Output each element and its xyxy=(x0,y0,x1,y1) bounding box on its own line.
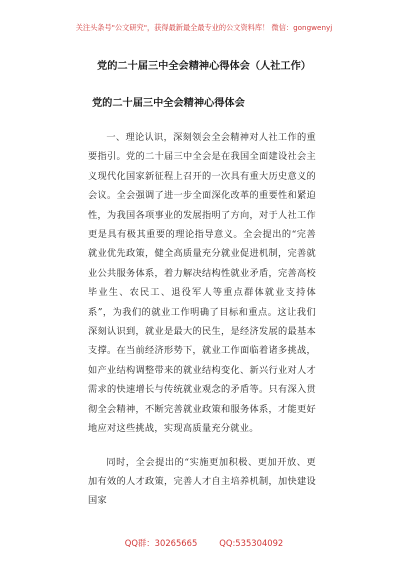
footer-qq: QQ:535304092 xyxy=(219,538,284,548)
top-banner: 关注头条号"公文研究"，获得最新最全最专业的公文资料库！ 微信：gongwenyj xyxy=(75,23,333,32)
footer-contacts xyxy=(0,537,408,549)
paragraph-2: 同时，全会提出的“实施更加积极、更加开放、更加有效的人才政策，完善人才自主培养机制，加快建设国家 xyxy=(88,456,316,507)
document-body xyxy=(88,128,316,511)
paragraph-1: 一、理论认识，深刻领会全会精神对人社工作的重要指引。党的二十届三中全会是在我国全面建设社会主义现代化国家新征程上召开的一次具有重大历史意义的会议。全会强调了进一步全面深化改革的重要性和紧迫性，为我国各项事业的发展指明了方向，对于人社工作更是具有极其重要的理论指导意义。全会提出的“完善就业优先政策，健全高质量充分就业促进机制，完善就业公共服务体系，着力解决结构性就业矛盾，完善高校毕业生、农民工、退役军人等重点群体就业支持体系”，为我们的就业工作明确了目标和重点。这让我们深刻认识到，就业是最大的民生，是经济发展的最基本支撑。在当前经济形势下，就业工作面临着诸多挑战，如产业结构调整带来的就业结构变化、新兴行业对人才需求的快速增长与传统就业观念的矛盾等。只有深入贯彻全会精神，不断完善就业政策和服务体系，才能更好地应对这些挑战，实现高质量充分就业。 xyxy=(88,132,316,435)
footer-qq-group: QQ群：30265665 xyxy=(124,538,198,548)
document-title: 党的二十届三中全会精神心得体会（人社工作） xyxy=(97,60,311,72)
document-subtitle: 党的二十届三中全会精神心得体会 xyxy=(92,97,245,109)
